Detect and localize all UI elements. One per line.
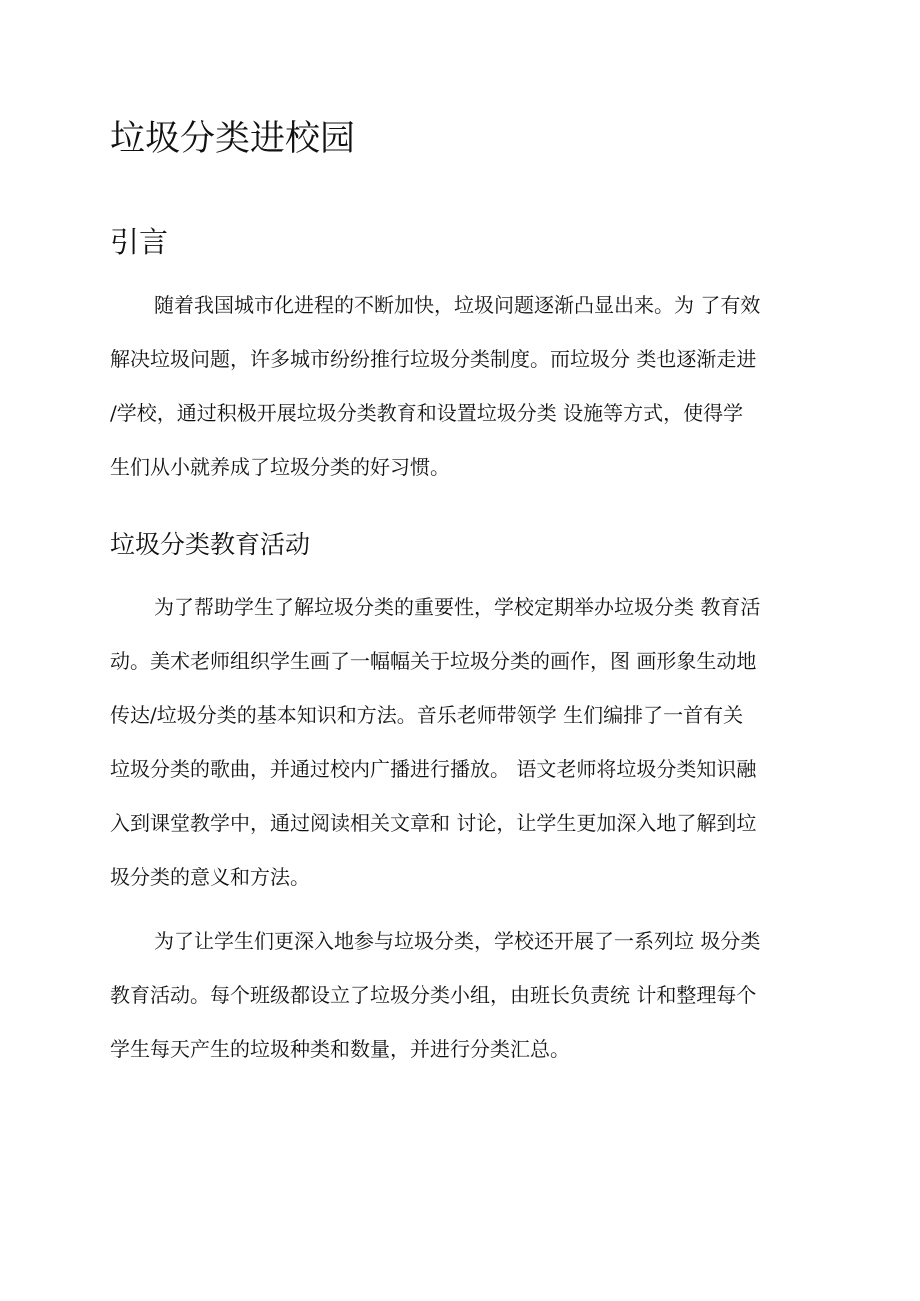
document-title: 垃圾分类进校园 [110, 119, 356, 159]
paragraph-line: /学校，通过积极开展垃圾分类教育和设置垃圾分类 设施等方式，使得学 [110, 401, 744, 425]
paragraph-line: 为了让学生们更深入地参与垃圾分类，学校还开展了一系列垃 圾分类 [154, 929, 761, 953]
paragraph-line: 传达/垃圾分类的基本知识和方法。音乐老师带领学 生们编排了一首有关 [110, 703, 744, 727]
paragraph-line: 动。美术老师组织学生画了一幅幅关于垃圾分类的画作，图 画形象生动地 [110, 649, 757, 673]
education-paragraph-1 [110, 580, 806, 904]
paragraph-line: 教育活动。每个班级都设立了垃圾分类小组，由班长负责统 计和整理每个 [110, 983, 757, 1007]
paragraph-line: 学生每天产生的垃圾种类和数量，并进行分类汇总。 [110, 1037, 570, 1061]
intro-paragraph [110, 278, 806, 494]
section-heading-education: 垃圾分类教育活动 [110, 530, 311, 559]
paragraph-line: 圾分类的意义和方法。 [110, 865, 310, 889]
paragraph-line: 随着我国城市化进程的不断加快，垃圾问题逐渐凸显出来。为 了有效 [154, 293, 761, 317]
paragraph-line: 入到课堂教学中，通过阅读相关文章和 讨论，让学生更加深入地了解到垃 [110, 811, 757, 835]
paragraph-line: 为了帮助学生了解垃圾分类的重要性，学校定期举办垃圾分类 教育活 [154, 595, 761, 619]
paragraph-line: 垃圾分类的歌曲，并通过校内广播进行播放。 语文老师将垃圾分类知识融 [110, 757, 757, 781]
education-paragraph-2 [110, 914, 806, 1076]
section-heading-intro: 引言 [110, 225, 169, 259]
paragraph-line: 生们从小就养成了垃圾分类的好习惯。 [110, 455, 450, 479]
paragraph-line: 解决垃圾问题，许多城市纷纷推行垃圾分类制度。而垃圾分 类也逐渐走进 [110, 347, 757, 371]
